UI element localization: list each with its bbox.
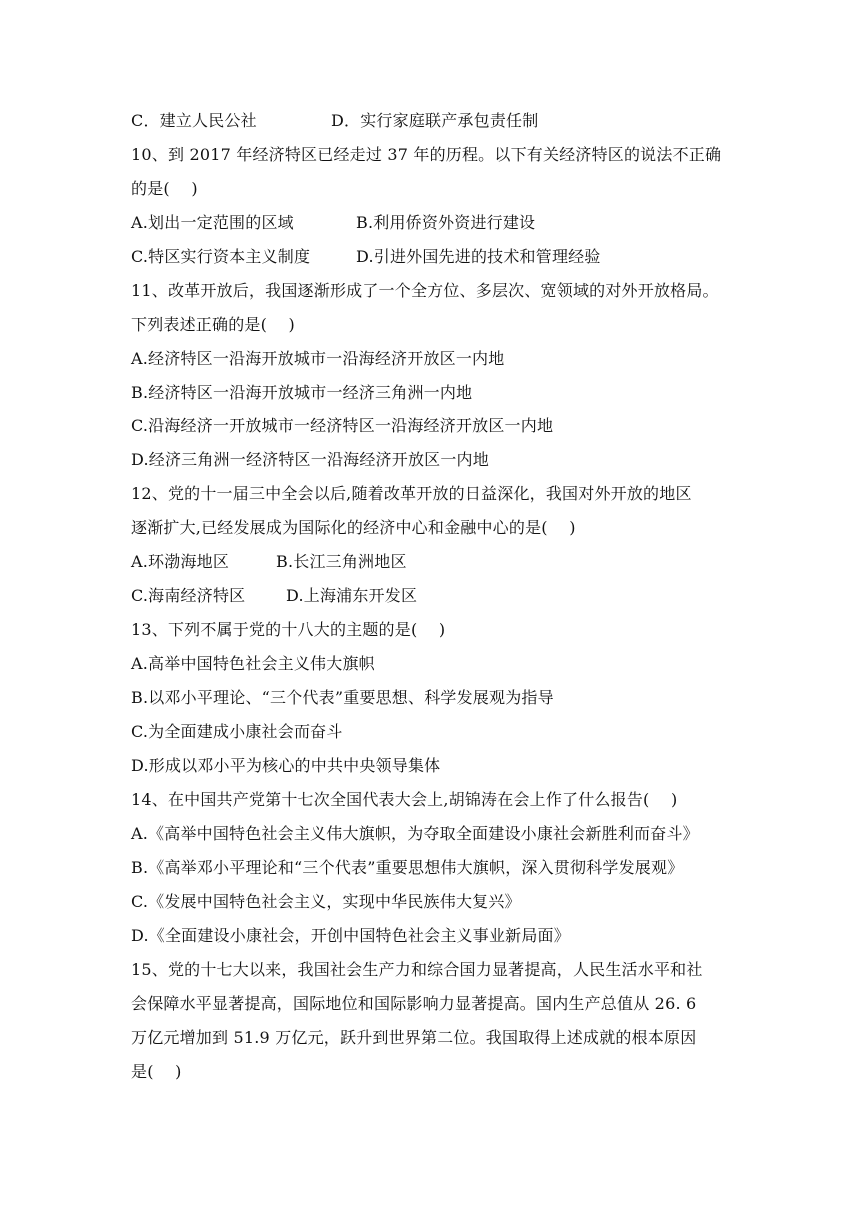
q13-option-a: A.高举中国特色社会主义伟大旗帜 bbox=[131, 654, 375, 673]
option-c: C.特区实行资本主义制度 bbox=[131, 247, 311, 266]
option-c: C．建立人民公社 bbox=[131, 111, 257, 130]
option-a: A.环渤海地区 bbox=[131, 552, 230, 571]
q14-stem: 14、在中国共产党第十七次全国代表大会上,胡锦涛在会上作了什么报告( ) bbox=[131, 790, 678, 809]
q12-stem-line-1: 12、党的十一届三中全会以后,随着改革开放的日益深化，我国对外开放的地区 bbox=[131, 484, 692, 503]
q11-option-c: C.沿海经济一开放城市一经济特区一沿海经济开放区一内地 bbox=[131, 416, 554, 435]
option-a: A.划出一定范围的区域 bbox=[131, 213, 294, 232]
q11-stem-line-1: 11、改革开放后，我国逐渐形成了一个全方位、多层次、宽领域的对外开放格局。 bbox=[131, 281, 719, 300]
q13-option-d: D.形成以邓小平为核心的中共中央领导集体 bbox=[131, 756, 441, 775]
q14-option-c: C.《发展中国特色社会主义，实现中华民族伟大复兴》 bbox=[131, 892, 521, 911]
q13-stem: 13、下列不属于党的十八大的主题的是( ) bbox=[131, 620, 446, 639]
q11-option-b: B.经济特区一沿海开放城市一经济三角洲一内地 bbox=[131, 383, 473, 402]
q15-stem-line-4: 是( ) bbox=[131, 1062, 182, 1081]
option-b: B.利用侨资外资进行建设 bbox=[356, 213, 536, 232]
q14-option-a: A.《高举中国特色社会主义伟大旗帜，为夺取全面建设小康社会新胜利而奋斗》 bbox=[131, 824, 699, 843]
option-d: D.上海浦东开发区 bbox=[286, 586, 418, 605]
q12-stem-line-2: 逐渐扩大,已经发展成为国际化的经济中心和金融中心的是( ) bbox=[131, 518, 576, 537]
q12-options-ab bbox=[131, 552, 731, 572]
q15-stem-line-2: 会保障水平显著提高，国际地位和国际影响力显著提高。国内生产总值从 26. 6 bbox=[131, 994, 697, 1013]
option-c: C.海南经济特区 bbox=[131, 586, 246, 605]
q15-stem-line-3: 万亿元增加到 51.9 万亿元，跃升到世界第二位。我国取得上述成就的根本原因 bbox=[131, 1028, 697, 1047]
option-d: D.引进外国先进的技术和管理经验 bbox=[356, 247, 601, 266]
option-b: B.长江三角洲地区 bbox=[276, 552, 407, 571]
option-d: D．实行家庭联产承包责任制 bbox=[331, 111, 539, 130]
q15-stem-line-1: 15、党的十七大以来，我国社会生产力和综合国力显著提高，人民生活水平和社 bbox=[131, 960, 703, 979]
q11-stem-line-2: 下列表述正确的是( ) bbox=[131, 315, 295, 334]
q10-options-ab bbox=[131, 213, 731, 233]
q10-stem-line-2: 的是( ) bbox=[131, 179, 198, 198]
q10-stem-line-1: 10、到 2017 年经济特区已经走过 37 年的历程。以下有关经济特区的说法不正确 bbox=[131, 145, 722, 164]
q13-option-b: B.以邓小平理论、“三个代表”重要思想、科学发展观为指导 bbox=[131, 688, 554, 707]
q13-option-c: C.为全面建成小康社会而奋斗 bbox=[131, 722, 343, 741]
q12-options-cd bbox=[131, 586, 731, 606]
q9-options-cd bbox=[131, 111, 731, 131]
q11-option-a: A.经济特区一沿海开放城市一沿海经济开放区一内地 bbox=[131, 349, 505, 368]
q11-option-d: D.经济三角洲一经济特区一沿海经济开放区一内地 bbox=[131, 450, 489, 469]
q14-option-d: D.《全面建设小康社会，开创中国特色社会主义事业新局面》 bbox=[131, 926, 570, 945]
q14-option-b: B.《高举邓小平理论和“三个代表”重要思想伟大旗帜，深入贯彻科学发展观》 bbox=[131, 858, 684, 877]
q10-options-cd bbox=[131, 247, 731, 267]
